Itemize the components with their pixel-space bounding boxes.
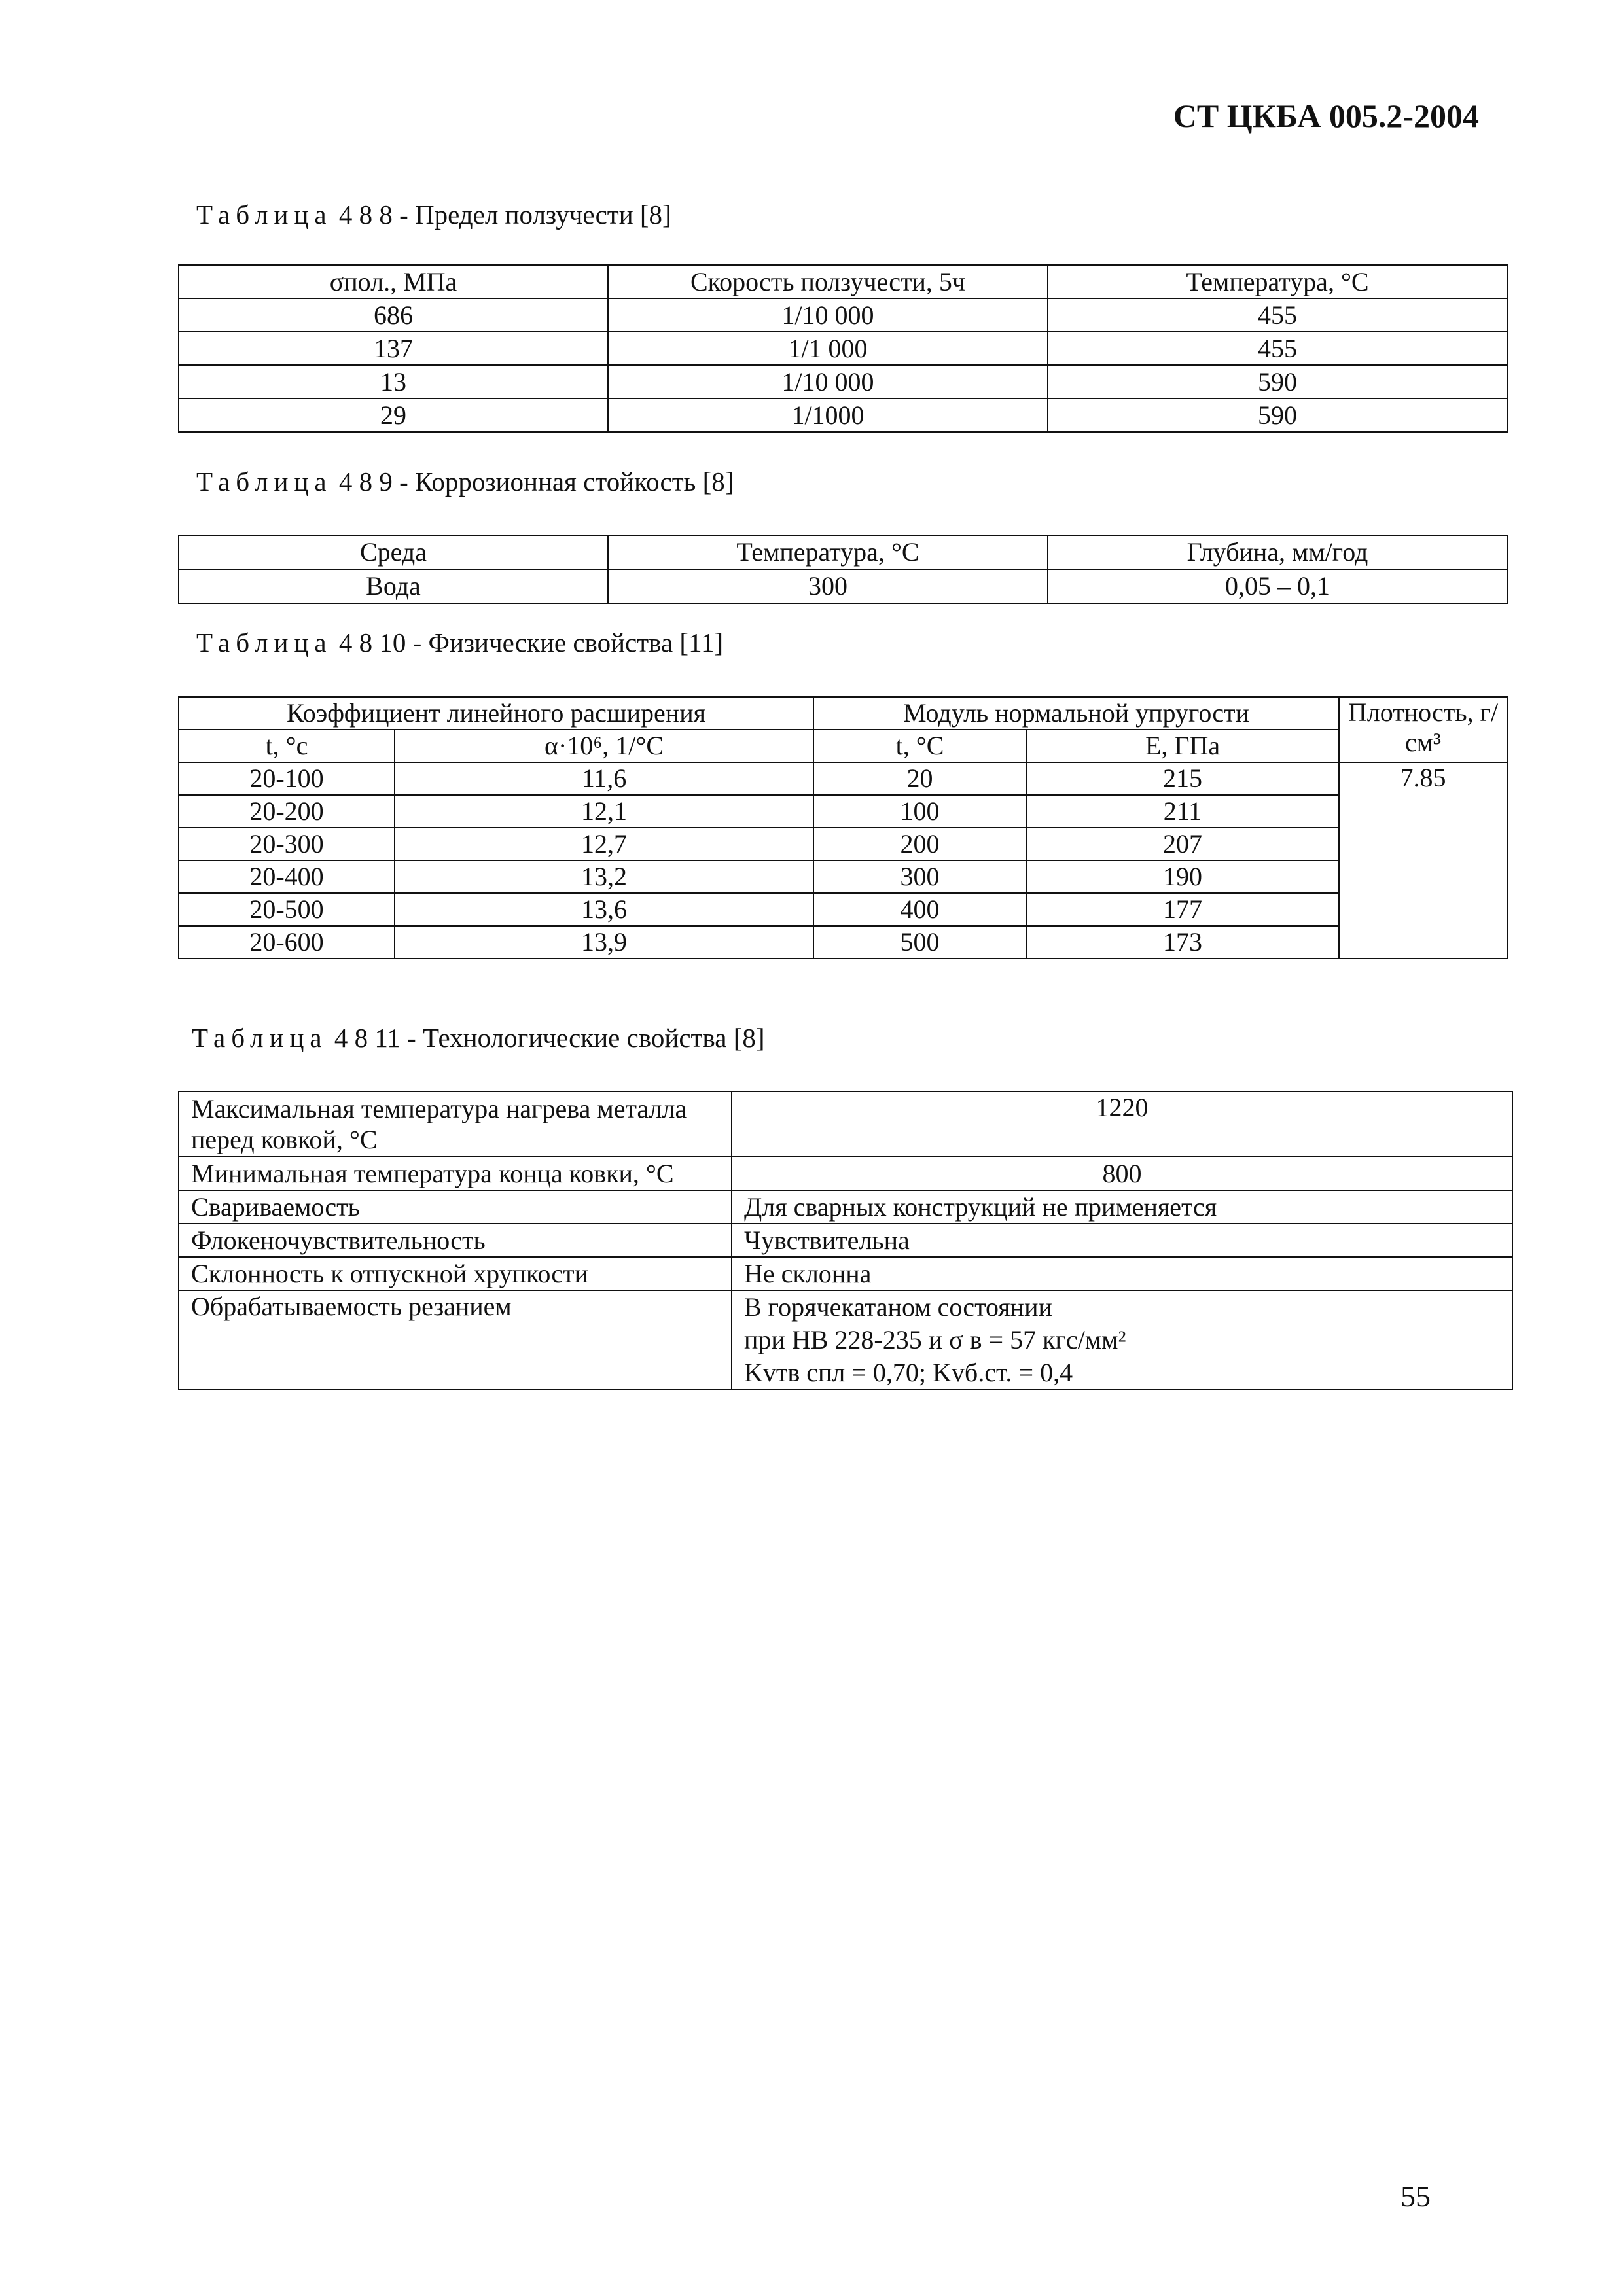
table-row [179, 1190, 1512, 1224]
caption-number: 4 8 9 [332, 467, 393, 497]
table-row [179, 398, 1507, 432]
table-cell: Вода [179, 569, 608, 603]
table-row [179, 1091, 1512, 1157]
property-label: Флокеночувствительность [179, 1224, 732, 1257]
density-cell: 7.85 [1339, 762, 1507, 959]
table-row [179, 893, 1507, 926]
table-cell: 211 [1026, 795, 1339, 828]
table-cell: 590 [1048, 398, 1507, 432]
table-cell: 13,9 [395, 926, 813, 959]
table-cell: 20-400 [179, 860, 395, 893]
value-line: при НВ 228-235 и σ в = 57 кгс/мм² [744, 1325, 1126, 1354]
property-value: 1220 [732, 1091, 1512, 1157]
table-row [179, 332, 1507, 365]
table-row [179, 1257, 1512, 1290]
physical-properties-table [178, 696, 1508, 959]
table-489-caption [196, 466, 734, 497]
caption-number: 4 8 8 [332, 200, 393, 230]
caption-title: - Физические свойства [11] [406, 627, 724, 658]
caption-prefix: Таблица [196, 200, 332, 230]
table-cell: 13,2 [395, 860, 813, 893]
caption-prefix: Таблица [196, 467, 332, 497]
value-line: В горячекатаном состоянии [744, 1292, 1052, 1322]
table-cell: 100 [813, 795, 1026, 828]
table-row [179, 1290, 1512, 1390]
caption-title: - Предел ползучести [8] [392, 200, 671, 230]
caption-number: 4 8 10 [332, 627, 406, 658]
caption-title: - Коррозионная стойкость [8] [392, 467, 734, 497]
table-row [179, 1224, 1512, 1257]
property-label: Обрабатываемость резанием [179, 1290, 732, 1390]
header-cell: t, °С [813, 730, 1026, 762]
property-value: Для сварных конструкций не применяется [732, 1190, 1512, 1224]
caption-prefix: Таблица [196, 627, 332, 658]
value-line: Kvтв спл = 0,70; Kvб.ст. = 0,4 [744, 1358, 1073, 1387]
table-cell: 215 [1026, 762, 1339, 795]
document-code: СТ ЦКБА 005.2-2004 [1173, 97, 1479, 134]
table-row [179, 569, 1507, 603]
header-cell: Температура, °С [1048, 265, 1507, 298]
table-cell: 20 [813, 762, 1026, 795]
table-cell: 13 [179, 365, 608, 398]
header-cell: Модуль нормальной упругости [813, 697, 1339, 730]
table-cell: 12,7 [395, 828, 813, 860]
table-row [179, 828, 1507, 860]
property-value: Чувствительна [732, 1224, 1512, 1257]
table-4811-caption [192, 1022, 765, 1053]
caption-title: - Технологические свойства [8] [400, 1023, 765, 1053]
table-4810-caption [196, 627, 723, 658]
table-cell: 12,1 [395, 795, 813, 828]
property-value [732, 1290, 1512, 1390]
property-value: 800 [732, 1157, 1512, 1190]
table-cell: 137 [179, 332, 608, 365]
header-cell: Среда [179, 535, 608, 569]
table-cell: 400 [813, 893, 1026, 926]
table-cell: 29 [179, 398, 608, 432]
header-cell: Температура, °С [608, 535, 1048, 569]
table-header-row [179, 265, 1507, 298]
table-cell: 20-600 [179, 926, 395, 959]
table-header-row [179, 535, 1507, 569]
table-cell: 207 [1026, 828, 1339, 860]
table-row [179, 860, 1507, 893]
header-cell: E, ГПа [1026, 730, 1339, 762]
table-row [179, 926, 1507, 959]
table-cell: 173 [1026, 926, 1339, 959]
corrosion-resistance-table [178, 535, 1508, 604]
header-cell: t, °с [179, 730, 395, 762]
table-cell: 13,6 [395, 893, 813, 926]
header-cell: Коэффициент линейного расширения [179, 697, 813, 730]
table-cell: 177 [1026, 893, 1339, 926]
table-subheader-row [179, 730, 1507, 762]
header-cell: α·10⁶, 1/°С [395, 730, 813, 762]
table-header-row [179, 697, 1507, 730]
table-row [179, 795, 1507, 828]
header-cell: σпол., МПа [179, 265, 608, 298]
property-label: Максимальная температура нагрева металла перед ковкой, °С [179, 1091, 732, 1157]
creep-limit-table [178, 264, 1508, 433]
header-cell: Скорость ползучести, 5ч [608, 265, 1048, 298]
table-cell: 20-100 [179, 762, 395, 795]
header-cell: Плотность, г/см³ [1339, 697, 1507, 762]
property-label: Минимальная температура конца ковки, °С [179, 1157, 732, 1190]
table-cell: 1/1 000 [608, 332, 1048, 365]
table-cell: 20-200 [179, 795, 395, 828]
table-cell: 500 [813, 926, 1026, 959]
technological-properties-table [178, 1091, 1513, 1390]
table-row [179, 298, 1507, 332]
table-cell: 1/10 000 [608, 365, 1048, 398]
table-cell: 20-500 [179, 893, 395, 926]
header-cell: Глубина, мм/год [1048, 535, 1507, 569]
caption-number: 4 8 11 [327, 1023, 401, 1053]
table-cell: 11,6 [395, 762, 813, 795]
table-row [179, 365, 1507, 398]
table-row [179, 1157, 1512, 1190]
table-cell: 190 [1026, 860, 1339, 893]
table-cell: 455 [1048, 332, 1507, 365]
property-value: Не склонна [732, 1257, 1512, 1290]
table-cell: 686 [179, 298, 608, 332]
table-cell: 0,05 – 0,1 [1048, 569, 1507, 603]
caption-prefix: Таблица [192, 1023, 328, 1053]
table-cell: 1/10 000 [608, 298, 1048, 332]
property-label: Свариваемость [179, 1190, 732, 1224]
table-cell: 300 [608, 569, 1048, 603]
table-cell: 200 [813, 828, 1026, 860]
table-row [179, 762, 1507, 795]
table-cell: 455 [1048, 298, 1507, 332]
table-cell: 1/1000 [608, 398, 1048, 432]
table-cell: 590 [1048, 365, 1507, 398]
table-cell: 20-300 [179, 828, 395, 860]
table-cell: 300 [813, 860, 1026, 893]
property-label: Склонность к отпускной хрупкости [179, 1257, 732, 1290]
table-488-caption [196, 199, 671, 230]
page-number: 55 [1400, 2180, 1431, 2213]
